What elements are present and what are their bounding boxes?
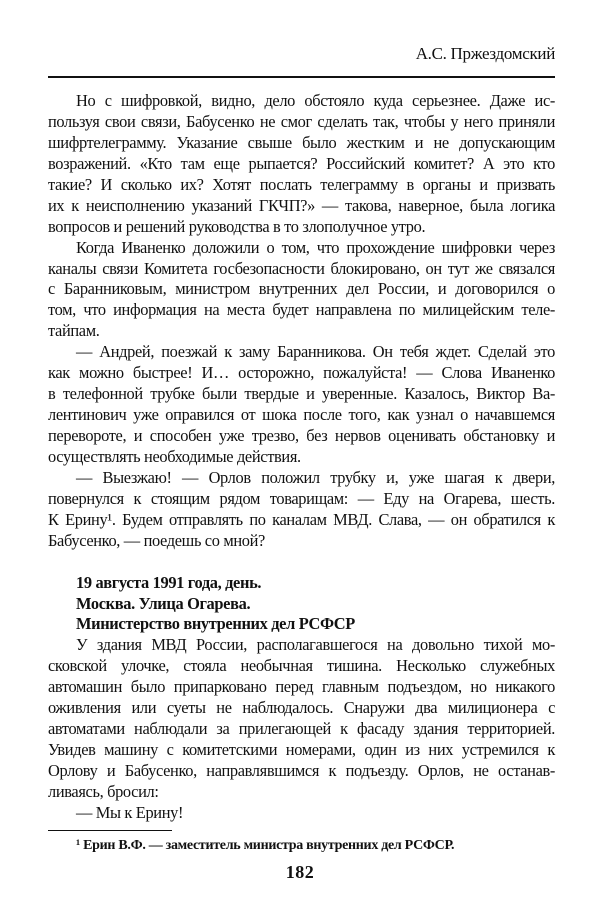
page-number: 182 <box>285 862 315 882</box>
paragraph <box>48 635 555 803</box>
text-line: пользуя свои связи, Бабусенко не смог сделать так, чтобы у него приняли <box>48 111 555 131</box>
section-gap <box>48 552 555 573</box>
text-line: ливаясь, бросил: <box>48 781 159 801</box>
text-line: автомашин было припарковано перед главным подъездом, но никакого <box>48 677 555 697</box>
heading-line: Министерство внутренних дел РСФСР <box>76 614 355 634</box>
text-line: осуществлять необходимые действия. <box>48 446 301 466</box>
text-line: — Андрей, поезжай к заму Баранникова. Он тебя ждет. Сделай это <box>76 342 555 362</box>
text-line: лентинович уже оправился от шока после того, как узнал о начавшемся <box>48 405 555 425</box>
paragraph <box>48 468 555 552</box>
text-line: Когда Иваненко доложили о том, что прохождение шифровки через <box>76 237 555 257</box>
text-line: сковской улочке, стояла необычная тишина. Несколько служебных <box>48 656 555 676</box>
section-heading <box>48 573 555 636</box>
text-line: вопросов и решений руководства в то злополучное утро. <box>48 216 426 236</box>
text-line: шифртелеграмму. Указание свыше было жестким и не допускающим <box>48 132 555 152</box>
footnote-rule <box>48 830 172 831</box>
text-line: перевороте, и способен уже трезво, без нервов оценивать обстановку и <box>48 426 555 445</box>
text-line: каналы связи Комитета госбезопасности блокировано, он тут же связался <box>48 258 555 278</box>
paragraph <box>48 342 555 468</box>
text-line: оживления или суеты не наблюдалось. Снаружи два милиционера с <box>48 698 555 718</box>
body-text <box>48 91 555 824</box>
text-line: Орлову и Бабусенко, направлявшимся к подъезду. Орлов, не останав- <box>48 761 555 780</box>
text-line: такие? И сколько их? Хотят послать телеграмму в органы и призвать <box>48 174 555 194</box>
text-line: У здания МВД России, располагавшегося на довольно тихой мо- <box>76 635 555 655</box>
text-line: тайпам. <box>48 321 100 341</box>
text-line: в телефонной трубке были твердые и уверенные. Казалось, Виктор Ва- <box>48 384 555 404</box>
text-line: Увидев машину с комитетскими номерами, один из них устремился к <box>48 740 555 760</box>
text-line: К Ерину¹. Будем отправлять по каналам МВД. Слава, — он обратился к <box>48 509 555 529</box>
text-line: их к неисполнению указаний ГКЧП?» — такова, наверное, была логика <box>48 195 555 215</box>
text-line: том, что информация на места будет направлена по милицейским теле- <box>48 300 555 320</box>
text-line: — Мы к Ерину! <box>76 802 184 822</box>
text-line: с Баранниковым, министром внутренних дел России, и договорился о <box>48 279 555 299</box>
text-line: как можно быстрее! И… осторожно, пожалуйста! — Слова Иваненко <box>48 363 555 383</box>
paragraph <box>48 238 555 343</box>
paragraph <box>48 803 555 824</box>
heading-line: 19 августа 1991 года, день. <box>76 572 262 592</box>
text-line: возражений. «Кто там еще рыпается? Российский комитет? А это кто <box>48 153 555 173</box>
header-rule <box>48 76 555 78</box>
text-line: — Выезжаю! — Орлов положил трубку и, уже шагая к двери, <box>76 467 555 487</box>
heading-line: Москва. Улица Огарева. <box>76 593 251 613</box>
footnote: ¹ Ерин В.Ф. — заместитель министра внутренних дел РСФСР. <box>76 838 455 853</box>
paragraph <box>48 91 555 238</box>
text-line: Но с шифровкой, видно, дело обстояло куда серьезнее. Даже ис- <box>76 91 555 110</box>
text-line: автоматами наблюдали за прилегающей к фасаду здания территорией. <box>48 719 555 739</box>
text-line: Бабусенко, — поедешь со мной? <box>48 530 265 550</box>
running-head-author: А.С. Пржездомский <box>415 44 555 63</box>
text-line: повернулся к стоящим рядом товарищам: — Еду на Огарева, шесть. <box>48 488 555 508</box>
